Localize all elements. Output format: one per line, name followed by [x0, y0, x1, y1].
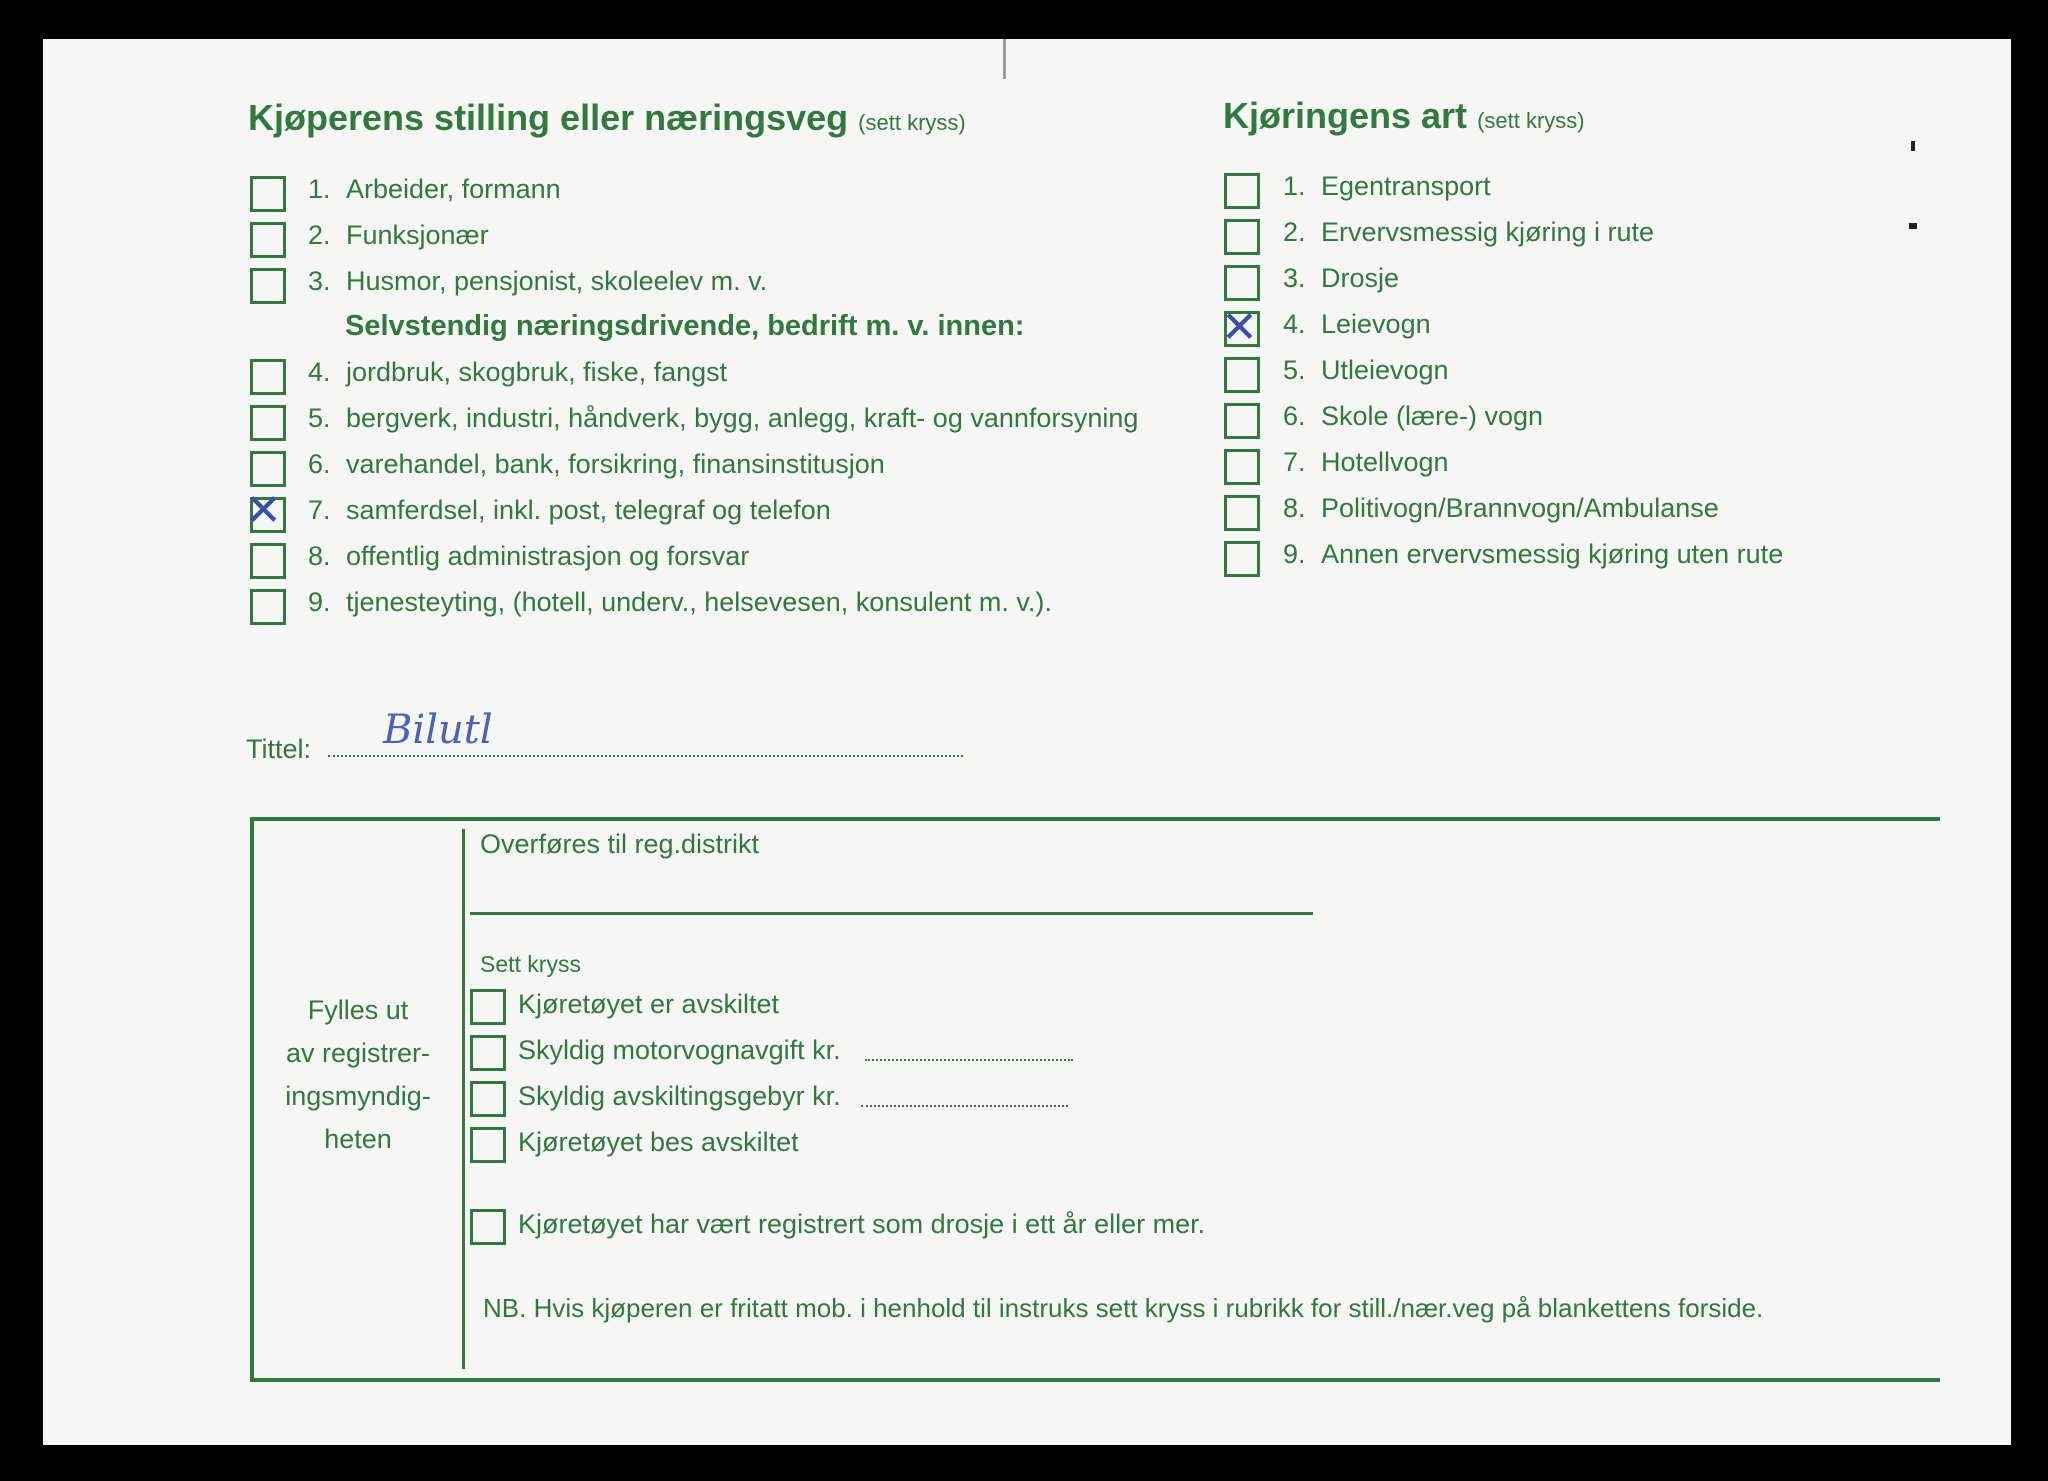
registry-top-border [250, 817, 1940, 821]
stilling-item-2: 2. Funksjonær [308, 220, 489, 250]
left-section-hint: (sett kryss) [858, 110, 966, 135]
stilling-item-3: 3. Husmor, pensjonist, skoleelev m. v. [308, 266, 768, 296]
checkbox-stilling-8[interactable] [250, 543, 286, 579]
handwritten-cross-icon: ✕ [245, 485, 282, 536]
stilling-item-8: 8. offentlig administrasjon og forsvar [308, 541, 750, 571]
kjoring-item-3: 3. Drosje [1283, 263, 1400, 293]
right-section-hint: (sett kryss) [1477, 108, 1585, 133]
check-drosje-label: Kjøretøyet har vært registrert som drosje i ett år eller mer. [518, 1209, 1206, 1239]
kjoring-item-4: 4. Leievogn [1283, 309, 1431, 339]
right-section-title: Kjøringens art (sett kryss) [1223, 95, 1585, 136]
checkbox-kjoring-8[interactable] [1224, 495, 1260, 531]
checkbox-motorvognavgift[interactable] [470, 1035, 506, 1071]
kjoring-item-8: 8. Politivogn/Brannvogn/Ambulanse [1283, 493, 1719, 523]
paper-speck [1911, 141, 1915, 151]
check-motorvognavgift-label: Skyldig motorvognavgift kr. [518, 1035, 841, 1065]
stilling-item-5: 5. bergverk, industri, håndverk, bygg, anlegg, kraft- og vannforsyning [308, 403, 1139, 433]
tittel-label: Tittel: [246, 734, 312, 764]
checkbox-kjoring-6[interactable] [1224, 403, 1260, 439]
stilling-item-4: 4. jordbruk, skogbruk, fiske, fangst [308, 357, 728, 387]
stilling-item-1: 1. Arbeider, formann [308, 174, 561, 204]
checkbox-kjoring-1[interactable] [1224, 173, 1260, 209]
motorvognavgift-amount-line [865, 1059, 1073, 1061]
tittel-dotted-line [328, 755, 963, 757]
avskiltingsgebyr-amount-line [861, 1105, 1068, 1107]
kjoring-item-2: 2. Ervervsmessig kjøring i rute [1283, 217, 1655, 247]
registry-bottom-border [250, 1378, 1940, 1382]
checkbox-stilling-6[interactable] [250, 451, 286, 487]
left-section-title: Kjøperens stilling eller næringsveg (sett kryss) [248, 97, 966, 138]
check-avskiltingsgebyr-label: Skyldig avskiltingsgebyr kr. [518, 1081, 841, 1111]
checkbox-stilling-3[interactable] [250, 268, 286, 304]
stilling-item-9: 9. tjenesteyting, (hotell, underv., helsevesen, konsulent m. v.). [308, 587, 1052, 617]
transfer-line [470, 912, 1313, 915]
transfer-label: Overføres til reg.distrikt [480, 829, 760, 859]
kjoring-item-9: 9. Annen ervervsmessig kjøring uten rute [1283, 539, 1784, 569]
registry-side-label: Fylles ut av registrer- ingsmyndig- heten [285, 995, 431, 1154]
checkbox-stilling-4[interactable] [250, 359, 286, 395]
tittel-value[interactable]: Bilutl [383, 707, 493, 753]
checkbox-kjoring-2[interactable] [1224, 219, 1260, 255]
checkbox-stilling-9[interactable] [250, 589, 286, 625]
checkbox-stilling-1[interactable] [250, 176, 286, 212]
checkbox-stilling-5[interactable] [250, 405, 286, 441]
checkbox-drosje-ett-ar[interactable] [470, 1209, 506, 1245]
checkbox-avskiltingsgebyr[interactable] [470, 1081, 506, 1117]
sett-kryss-label: Sett kryss [480, 951, 581, 977]
stilling-item-6: 6. varehandel, bank, forsikring, finansinstitusjon [308, 449, 885, 479]
checkbox-kjoring-7[interactable] [1224, 449, 1260, 485]
kjoring-item-6: 6. Skole (lære-) vogn [1283, 401, 1544, 431]
nb-note: NB. Hvis kjøperen er fritatt mob. i henhold til instruks sett kryss i rubrikk for still./nær.veg på blankettens forside. [483, 1293, 1764, 1323]
registration-form-card [43, 39, 2011, 1445]
checkbox-bes-avskiltet[interactable] [470, 1127, 506, 1163]
checkbox-stilling-2[interactable] [250, 222, 286, 258]
paper-speck [1909, 223, 1917, 229]
checkbox-kjoring-3[interactable] [1224, 265, 1260, 301]
registry-left-border [250, 819, 254, 1380]
stilling-item-7: 7. samferdsel, inkl. post, telegraf og telefon [308, 495, 831, 525]
selvstendig-subheading: Selvstendig næringsdrivende, bedrift m. v. innen: [345, 310, 1025, 342]
registry-divider [462, 829, 465, 1369]
kjoring-item-5: 5. Utleievogn [1283, 355, 1449, 385]
checkbox-kjoring-9[interactable] [1224, 541, 1260, 577]
check-bes-avskiltet-label: Kjøretøyet bes avskiltet [518, 1127, 799, 1157]
checkbox-kjoring-5[interactable] [1224, 357, 1260, 393]
paper-fold-mark [1003, 39, 1006, 79]
checkbox-avskiltet[interactable] [470, 989, 506, 1025]
kjoring-item-1: 1. Egentransport [1283, 171, 1491, 201]
handwritten-cross-icon: ✕ [1221, 302, 1258, 353]
kjoring-item-7: 7. Hotellvogn [1283, 447, 1449, 477]
check-avskiltet-label: Kjøretøyet er avskiltet [518, 989, 780, 1019]
